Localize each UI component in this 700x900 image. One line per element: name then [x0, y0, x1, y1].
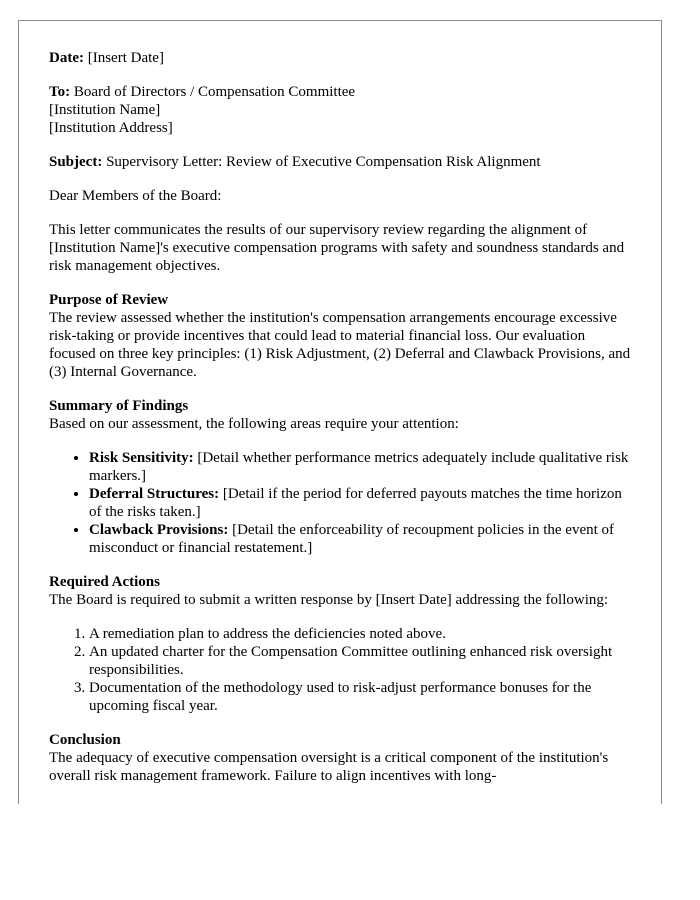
subject-line: [49, 153, 631, 171]
purpose-heading: Purpose of Review: [49, 292, 169, 308]
subject-value: Supervisory Letter: Review of Executive Compensation Risk Alignment: [106, 154, 541, 170]
actions-list: [49, 625, 631, 715]
finding-text: [Detail the enforceability of recoupment policies in the event of misconduct or financial restatement.]: [89, 522, 615, 556]
finding-label: Clawback Provisions:: [89, 522, 229, 538]
list-item: 3. Documentation of the methodology used to risk-adjust performance bonuses for the upcoming fiscal year.: [89, 679, 631, 715]
findings-intro: Based on our assessment, the following areas require your attention:: [49, 416, 459, 432]
finding-text: [Detail if the period for deferred payouts matches the time horizon of the risks taken.]: [89, 486, 622, 520]
date-value: [Insert Date]: [87, 50, 164, 66]
institution-name: [Institution Name]: [49, 102, 161, 118]
to-label: To:: [49, 84, 71, 100]
conclusion-heading: Conclusion: [49, 732, 121, 748]
conclusion-body: The adequacy of executive compensation oversight is a critical component of the institution's overall risk management framework. Failure to align incentives with long-: [49, 750, 609, 784]
actions-heading: Required Actions: [49, 574, 160, 590]
salutation: Dear Members of the Board:: [49, 188, 222, 204]
finding-text: [Detail whether performance metrics adequately include qualitative risk markers.]: [89, 450, 629, 484]
actions-intro: The Board is required to submit a written response by [Insert Date] addressing the following:: [49, 592, 609, 608]
list-item: 1. A remediation plan to address the deficiencies noted above.: [89, 625, 631, 643]
list-item: [89, 521, 631, 557]
finding-label: Risk Sensitivity:: [89, 450, 194, 466]
date-line: [49, 49, 631, 67]
findings-heading: Summary of Findings: [49, 398, 189, 414]
to-value: Board of Directors / Compensation Committee: [73, 84, 356, 100]
institution-address: [Institution Address]: [49, 120, 173, 136]
subject-label: Subject:: [49, 154, 103, 170]
findings-list: [49, 449, 631, 557]
list-item: [89, 449, 631, 485]
date-label: Date:: [49, 50, 84, 66]
intro-paragraph: This letter communicates the results of our supervisory review regarding the alignment of [Institution Name]'s executive compensation programs with safety and soundness standards and risk management objectives.: [49, 222, 625, 274]
supervisory-letter: [18, 20, 662, 804]
recipient-block: [49, 83, 631, 137]
finding-label: Deferral Structures:: [89, 486, 220, 502]
purpose-body: The review assessed whether the institution's compensation arrangements encourage excessive risk-taking or provide incentives that could lead to material financial loss. Our evaluation focused on three key principles: (1) Risk Adjustment, (2) Deferral and Clawback Provisions, and (3) Internal Governance.: [49, 310, 631, 380]
list-item: 2. An updated charter for the Compensation Committee outlining enhanced risk oversight responsibilities.: [89, 643, 631, 679]
to-line: [49, 83, 631, 101]
list-item: [89, 485, 631, 521]
